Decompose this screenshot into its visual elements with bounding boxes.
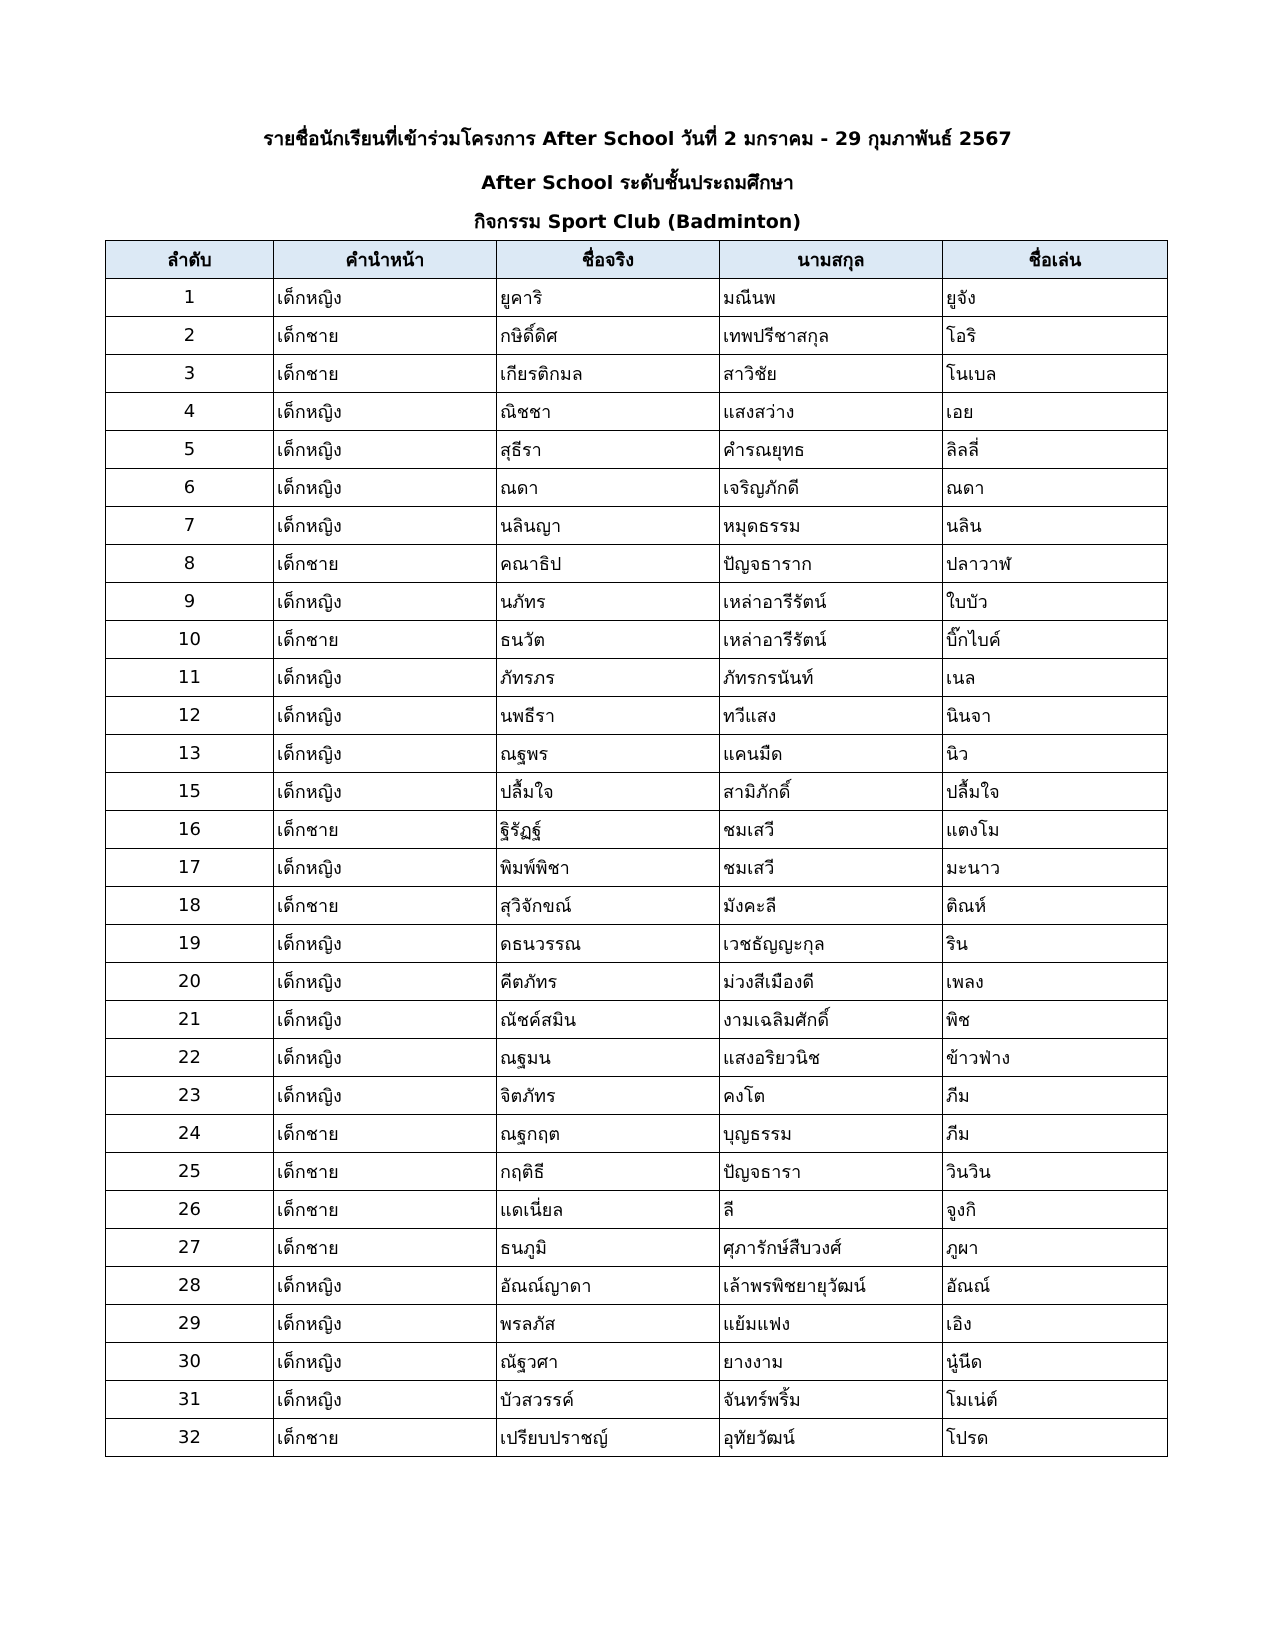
table-row — [106, 1039, 1168, 1077]
nickname-cell: เพลง — [943, 963, 1168, 1001]
prefix-cell: เด็กชาย — [274, 1115, 497, 1153]
first-name-cell: ยูคาริ — [497, 279, 720, 317]
nickname-cell: ภีม — [943, 1077, 1168, 1115]
nickname-cell: โอริ — [943, 317, 1168, 355]
table-row — [106, 811, 1168, 849]
column-header-nickname: ชื่อเล่น — [943, 241, 1168, 279]
table-row — [106, 735, 1168, 773]
nickname-cell: ข้าวฟ่าง — [943, 1039, 1168, 1077]
nickname-cell: นลิน — [943, 507, 1168, 545]
nickname-cell: ติณห์ — [943, 887, 1168, 925]
first-name-cell: พิมพ์พิชา — [497, 849, 720, 887]
prefix-cell: เด็กหญิง — [274, 1001, 497, 1039]
last-name-cell: ศุภารักษ์สืบวงศ์ — [720, 1229, 943, 1267]
nickname-cell: ณดา — [943, 469, 1168, 507]
prefix-cell: เด็กหญิง — [274, 1381, 497, 1419]
first-name-cell: นลินญา — [497, 507, 720, 545]
nickname-cell: พิช — [943, 1001, 1168, 1039]
last-name-cell: เวชธัญญะกุล — [720, 925, 943, 963]
prefix-cell: เด็กหญิง — [274, 431, 497, 469]
order-cell: 7 — [106, 507, 274, 545]
first-name-cell: ณฐมน — [497, 1039, 720, 1077]
prefix-cell: เด็กชาย — [274, 1419, 497, 1457]
first-name-cell: คีตภัทร — [497, 963, 720, 1001]
prefix-cell: เด็กหญิง — [274, 735, 497, 773]
prefix-cell: เด็กหญิง — [274, 925, 497, 963]
first-name-cell: ณดา — [497, 469, 720, 507]
prefix-cell: เด็กหญิง — [274, 1343, 497, 1381]
order-cell: 6 — [106, 469, 274, 507]
last-name-cell: เล้าพรพิชยายุวัฒน์ — [720, 1267, 943, 1305]
last-name-cell: ภัทรกรนันท์ — [720, 659, 943, 697]
table-row — [106, 1267, 1168, 1305]
order-cell: 12 — [106, 697, 274, 735]
order-cell: 17 — [106, 849, 274, 887]
nickname-cell: แตงโม — [943, 811, 1168, 849]
document-subtitle: After School ระดับชั้นประถมศึกษา — [481, 172, 794, 194]
last-name-cell: สามิภักดิ์ — [720, 773, 943, 811]
table-row — [106, 697, 1168, 735]
prefix-cell: เด็กชาย — [274, 1229, 497, 1267]
table-row — [106, 317, 1168, 355]
prefix-cell: เด็กหญิง — [274, 469, 497, 507]
order-cell: 4 — [106, 393, 274, 431]
first-name-cell: นพธีรา — [497, 697, 720, 735]
last-name-cell: ม่วงสีเมืองดี — [720, 963, 943, 1001]
table-row — [106, 469, 1168, 507]
order-cell: 27 — [106, 1229, 274, 1267]
prefix-cell: เด็กชาย — [274, 355, 497, 393]
first-name-cell: สุธีรา — [497, 431, 720, 469]
order-cell: 20 — [106, 963, 274, 1001]
nickname-cell: อัณณ์ — [943, 1267, 1168, 1305]
nickname-cell: ริน — [943, 925, 1168, 963]
nickname-cell: โนเบล — [943, 355, 1168, 393]
column-header-first-name: ชื่อจริง — [497, 241, 720, 279]
prefix-cell: เด็กหญิง — [274, 849, 497, 887]
first-name-cell: ณัฐวศา — [497, 1343, 720, 1381]
last-name-cell: แสงอริยวนิช — [720, 1039, 943, 1077]
activity-title: กิจกรรม Sport Club (Badminton) — [473, 211, 802, 233]
first-name-cell: พรลภัส — [497, 1305, 720, 1343]
table-row — [106, 1153, 1168, 1191]
prefix-cell: เด็กหญิง — [274, 393, 497, 431]
nickname-cell: ปลื้มใจ — [943, 773, 1168, 811]
last-name-cell: คำรณยุทธ — [720, 431, 943, 469]
student-roster-table — [105, 240, 1168, 1457]
table-row — [106, 1305, 1168, 1343]
column-header-prefix: คำนำหน้า — [274, 241, 497, 279]
last-name-cell: แคนมืด — [720, 735, 943, 773]
first-name-cell: ดธนวรรณ — [497, 925, 720, 963]
last-name-cell: ลี — [720, 1191, 943, 1229]
nickname-cell: เอย — [943, 393, 1168, 431]
first-name-cell: ณัชค์สมิน — [497, 1001, 720, 1039]
table-row — [106, 583, 1168, 621]
nickname-cell: เอิง — [943, 1305, 1168, 1343]
order-cell: 13 — [106, 735, 274, 773]
prefix-cell: เด็กหญิง — [274, 279, 497, 317]
nickname-cell: ลิลลี่ — [943, 431, 1168, 469]
order-cell: 10 — [106, 621, 274, 659]
last-name-cell: จันทร์พริ้ม — [720, 1381, 943, 1419]
table-row — [106, 1115, 1168, 1153]
prefix-cell: เด็กหญิง — [274, 963, 497, 1001]
first-name-cell: บัวสวรรค์ — [497, 1381, 720, 1419]
order-cell: 19 — [106, 925, 274, 963]
first-name-cell: คณาธิป — [497, 545, 720, 583]
prefix-cell: เด็กหญิง — [274, 659, 497, 697]
last-name-cell: มังคะลี — [720, 887, 943, 925]
table-row — [106, 393, 1168, 431]
last-name-cell: ยางงาม — [720, 1343, 943, 1381]
order-cell: 29 — [106, 1305, 274, 1343]
first-name-cell: จิตภัทร — [497, 1077, 720, 1115]
table-row — [106, 963, 1168, 1001]
nickname-cell: นิว — [943, 735, 1168, 773]
nickname-cell: ภูผา — [943, 1229, 1168, 1267]
table-row — [106, 1381, 1168, 1419]
nickname-cell: เนล — [943, 659, 1168, 697]
prefix-cell: เด็กหญิง — [274, 773, 497, 811]
order-cell: 31 — [106, 1381, 274, 1419]
last-name-cell: เหล่าอารีรัตน์ — [720, 583, 943, 621]
document-title: รายชื่อนักเรียนที่เข้าร่วมโครงการ After School วันที่ 2 มกราคม - 29 กุมภาพันธ์ 2567 — [263, 128, 1012, 150]
last-name-cell: คงโต — [720, 1077, 943, 1115]
prefix-cell: เด็กชาย — [274, 1191, 497, 1229]
order-cell: 3 — [106, 355, 274, 393]
order-cell: 1 — [106, 279, 274, 317]
first-name-cell: สุวิจักขณ์ — [497, 887, 720, 925]
first-name-cell: ภัทรภร — [497, 659, 720, 697]
order-cell: 28 — [106, 1267, 274, 1305]
first-name-cell: เปรียบปราชญ์ — [497, 1419, 720, 1457]
order-cell: 25 — [106, 1153, 274, 1191]
table-row — [106, 355, 1168, 393]
first-name-cell: อัณณ์ญาดา — [497, 1267, 720, 1305]
last-name-cell: ทวีแสง — [720, 697, 943, 735]
table-row — [106, 1229, 1168, 1267]
order-cell: 21 — [106, 1001, 274, 1039]
table-row — [106, 1419, 1168, 1457]
nickname-cell: วินวิน — [943, 1153, 1168, 1191]
last-name-cell: ชมเสวี — [720, 849, 943, 887]
table-row — [106, 279, 1168, 317]
prefix-cell: เด็กหญิง — [274, 583, 497, 621]
table-row — [106, 545, 1168, 583]
nickname-cell: นินจา — [943, 697, 1168, 735]
last-name-cell: เหล่าอารีรัตน์ — [720, 621, 943, 659]
prefix-cell: เด็กหญิง — [274, 697, 497, 735]
last-name-cell: เจริญภักดี — [720, 469, 943, 507]
nickname-cell: ใบบัว — [943, 583, 1168, 621]
nickname-cell: จูงกิ — [943, 1191, 1168, 1229]
table-body — [106, 279, 1168, 1457]
column-header-order: ลำดับ — [106, 241, 274, 279]
prefix-cell: เด็กหญิง — [274, 1039, 497, 1077]
table-row — [106, 925, 1168, 963]
table-row — [106, 887, 1168, 925]
table-row — [106, 431, 1168, 469]
order-cell: 24 — [106, 1115, 274, 1153]
nickname-cell: มะนาว — [943, 849, 1168, 887]
nickname-cell: ยูจัง — [943, 279, 1168, 317]
nickname-cell: ภีม — [943, 1115, 1168, 1153]
last-name-cell: สาวิชัย — [720, 355, 943, 393]
table-row — [106, 1191, 1168, 1229]
table-row — [106, 1343, 1168, 1381]
first-name-cell: กษิดิ์ดิศ — [497, 317, 720, 355]
order-cell: 11 — [106, 659, 274, 697]
order-cell: 23 — [106, 1077, 274, 1115]
nickname-cell: นู๋นีด — [943, 1343, 1168, 1381]
order-cell: 22 — [106, 1039, 274, 1077]
first-name-cell: แดเนี่ยล — [497, 1191, 720, 1229]
last-name-cell: งามเฉลิมศักดิ์ — [720, 1001, 943, 1039]
order-cell: 8 — [106, 545, 274, 583]
last-name-cell: หมุดธรรม — [720, 507, 943, 545]
first-name-cell: ณฐกฤต — [497, 1115, 720, 1153]
order-cell: 2 — [106, 317, 274, 355]
table-row — [106, 849, 1168, 887]
order-cell: 32 — [106, 1419, 274, 1457]
last-name-cell: มณีนพ — [720, 279, 943, 317]
table-header-row — [106, 241, 1168, 279]
table-row — [106, 1077, 1168, 1115]
table-row — [106, 1001, 1168, 1039]
prefix-cell: เด็กหญิง — [274, 1305, 497, 1343]
order-cell: 30 — [106, 1343, 274, 1381]
first-name-cell: นภัทร — [497, 583, 720, 621]
prefix-cell: เด็กชาย — [274, 887, 497, 925]
nickname-cell: โปรด — [943, 1419, 1168, 1457]
prefix-cell: เด็กชาย — [274, 545, 497, 583]
table-row — [106, 659, 1168, 697]
first-name-cell: ปลื้มใจ — [497, 773, 720, 811]
nickname-cell: ปลาวาฬ — [943, 545, 1168, 583]
order-cell: 5 — [106, 431, 274, 469]
prefix-cell: เด็กหญิง — [274, 1267, 497, 1305]
last-name-cell: เทพปรีชาสกุล — [720, 317, 943, 355]
order-cell: 26 — [106, 1191, 274, 1229]
table-row — [106, 621, 1168, 659]
first-name-cell: กฤติธี — [497, 1153, 720, 1191]
last-name-cell: แย้มแฟง — [720, 1305, 943, 1343]
first-name-cell: ฐิรัฏฐ์ — [497, 811, 720, 849]
order-cell: 16 — [106, 811, 274, 849]
prefix-cell: เด็กหญิง — [274, 1077, 497, 1115]
last-name-cell: บุญธรรม — [720, 1115, 943, 1153]
prefix-cell: เด็กชาย — [274, 1153, 497, 1191]
first-name-cell: ธนวัต — [497, 621, 720, 659]
nickname-cell: โมเน่ต์ — [943, 1381, 1168, 1419]
order-cell: 18 — [106, 887, 274, 925]
prefix-cell: เด็กชาย — [274, 811, 497, 849]
order-cell: 15 — [106, 773, 274, 811]
prefix-cell: เด็กชาย — [274, 621, 497, 659]
last-name-cell: ปัญจธารา — [720, 1153, 943, 1191]
table-row — [106, 773, 1168, 811]
order-cell: 9 — [106, 583, 274, 621]
last-name-cell: แสงสว่าง — [720, 393, 943, 431]
last-name-cell: ชมเสวี — [720, 811, 943, 849]
last-name-cell: อุทัยวัฒน์ — [720, 1419, 943, 1457]
nickname-cell: บิ๊กไบค์ — [943, 621, 1168, 659]
first-name-cell: ณฐพร — [497, 735, 720, 773]
first-name-cell: ธนภูมิ — [497, 1229, 720, 1267]
last-name-cell: ปัญจธาราก — [720, 545, 943, 583]
prefix-cell: เด็กชาย — [274, 317, 497, 355]
prefix-cell: เด็กหญิง — [274, 507, 497, 545]
first-name-cell: ณิชชา — [497, 393, 720, 431]
table-row — [106, 507, 1168, 545]
first-name-cell: เกียรติกมล — [497, 355, 720, 393]
column-header-last-name: นามสกุล — [720, 241, 943, 279]
